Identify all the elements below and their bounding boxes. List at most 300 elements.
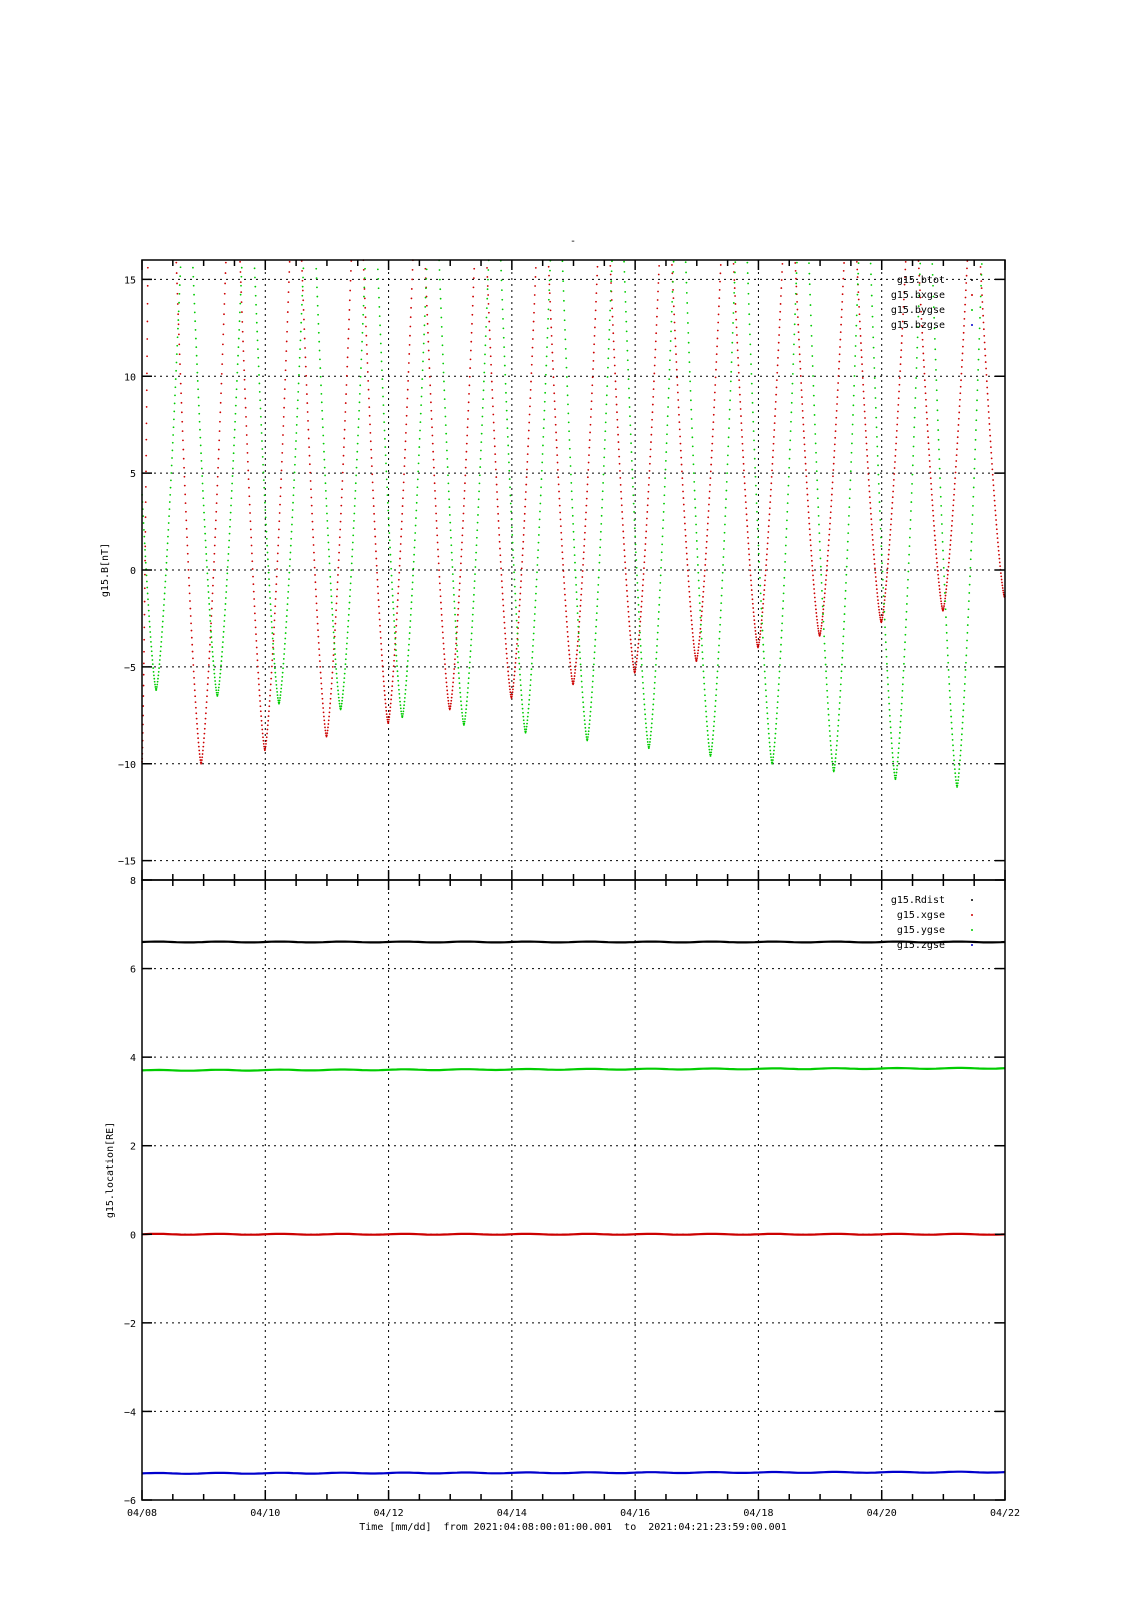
data-point xyxy=(405,684,407,686)
data-point xyxy=(239,303,241,305)
data-point xyxy=(879,519,881,521)
data-point xyxy=(962,709,964,711)
data-point xyxy=(171,465,173,467)
data-point xyxy=(570,465,572,467)
data-point xyxy=(931,494,933,496)
data-point xyxy=(342,697,344,699)
data-point xyxy=(346,637,348,639)
data-point xyxy=(399,697,401,699)
data-point xyxy=(854,365,856,367)
data-point xyxy=(462,718,464,720)
data-point xyxy=(922,339,924,341)
data-point xyxy=(994,500,996,502)
data-point xyxy=(875,576,877,578)
data-point xyxy=(617,434,619,436)
data-point xyxy=(724,532,726,534)
data-point xyxy=(716,689,718,691)
data-point xyxy=(779,671,781,673)
data-point xyxy=(201,761,203,763)
data-point xyxy=(326,732,328,734)
data-point xyxy=(817,497,819,499)
data-point xyxy=(748,548,750,550)
data-point xyxy=(167,529,169,531)
data-point xyxy=(328,549,330,551)
data-point xyxy=(203,742,205,744)
data-point xyxy=(255,633,257,635)
data-point xyxy=(523,534,525,536)
data-point xyxy=(949,553,951,555)
legend-marker xyxy=(971,309,973,311)
data-point xyxy=(258,365,260,367)
data-point xyxy=(326,513,328,515)
legend-marker xyxy=(971,279,973,281)
data-point xyxy=(390,554,392,556)
data-point xyxy=(349,602,351,604)
data-point xyxy=(696,548,698,550)
data-point xyxy=(901,703,903,705)
data-point xyxy=(332,666,334,668)
data-point xyxy=(887,690,889,692)
data-point xyxy=(889,715,891,717)
data-point xyxy=(507,671,509,673)
data-point xyxy=(186,528,188,530)
data-point xyxy=(557,469,559,471)
data-point xyxy=(566,367,568,369)
data-point xyxy=(601,499,603,501)
data-point xyxy=(718,645,720,647)
data-point xyxy=(762,611,764,613)
data-point xyxy=(519,668,521,670)
data-point xyxy=(390,561,392,563)
data-point xyxy=(848,515,850,517)
data-point xyxy=(770,753,772,755)
data-point xyxy=(590,711,592,713)
data-point xyxy=(162,615,164,617)
data-point xyxy=(247,452,249,454)
data-point xyxy=(840,677,842,679)
data-point xyxy=(327,727,329,729)
data-point xyxy=(524,513,526,515)
data-point xyxy=(471,332,473,334)
data-point xyxy=(717,330,719,332)
data-point xyxy=(877,603,879,605)
data-point xyxy=(225,591,227,593)
data-point xyxy=(685,547,687,549)
data-point xyxy=(582,701,584,703)
data-point xyxy=(842,278,844,280)
data-point xyxy=(851,452,853,454)
data-point xyxy=(982,308,984,310)
data-point xyxy=(353,520,355,522)
data-point xyxy=(391,685,393,687)
data-point xyxy=(328,720,330,722)
data-point xyxy=(559,512,561,514)
data-point xyxy=(671,321,673,323)
data-point xyxy=(509,478,511,480)
data-point xyxy=(778,334,780,336)
data-point xyxy=(682,491,684,493)
data-point xyxy=(638,643,640,645)
data-point xyxy=(705,553,707,555)
data-point xyxy=(223,626,225,628)
data-point xyxy=(710,751,712,753)
data-point xyxy=(303,319,305,321)
data-point xyxy=(824,588,826,590)
data-point xyxy=(304,338,306,340)
data-point xyxy=(640,645,642,647)
data-point xyxy=(324,730,326,732)
data-point xyxy=(556,439,558,441)
data-point xyxy=(995,514,997,516)
data-point xyxy=(212,656,214,658)
data-point xyxy=(225,603,227,605)
data-point xyxy=(998,550,1000,552)
data-point xyxy=(504,622,506,624)
data-point xyxy=(629,630,631,632)
data-point xyxy=(199,429,201,431)
data-point xyxy=(773,750,775,752)
data-point xyxy=(436,534,438,536)
data-point xyxy=(212,592,214,594)
data-point xyxy=(281,470,283,472)
data-point xyxy=(615,388,617,390)
data-point xyxy=(318,323,320,325)
data-point xyxy=(629,424,631,426)
data-point xyxy=(688,591,690,593)
data-point xyxy=(690,606,692,608)
data-point xyxy=(758,644,760,646)
data-point xyxy=(459,589,461,591)
data-point xyxy=(686,292,688,294)
data-point xyxy=(585,505,587,507)
data-point xyxy=(705,558,707,560)
data-point xyxy=(884,599,886,601)
data-point xyxy=(800,375,802,377)
data-point xyxy=(459,576,461,578)
data-point xyxy=(671,264,673,266)
data-point xyxy=(874,377,876,379)
data-point xyxy=(209,609,211,611)
data-point xyxy=(817,506,819,508)
data-point xyxy=(643,573,645,575)
data-point xyxy=(382,670,384,672)
data-point xyxy=(453,668,455,670)
data-point xyxy=(890,726,892,728)
data-point xyxy=(257,357,259,359)
data-point xyxy=(631,460,633,462)
data-point xyxy=(502,308,504,310)
data-point xyxy=(906,595,908,597)
data-point xyxy=(969,567,971,569)
data-point xyxy=(435,505,437,507)
data-point xyxy=(508,678,510,680)
data-point xyxy=(280,478,282,480)
data-point xyxy=(522,541,524,543)
data-point xyxy=(275,591,277,593)
data-point xyxy=(407,655,409,657)
data-point xyxy=(628,616,630,618)
bottom-frame xyxy=(142,880,1005,1500)
data-point xyxy=(544,392,546,394)
data-point xyxy=(997,546,999,548)
data-point xyxy=(324,467,326,469)
data-point xyxy=(374,521,376,523)
data-point xyxy=(175,262,177,264)
data-point xyxy=(212,577,214,579)
data-point xyxy=(191,630,193,632)
data-point xyxy=(592,675,594,677)
data-point xyxy=(243,350,245,352)
data-point xyxy=(690,390,692,392)
data-point xyxy=(958,772,960,774)
data-point xyxy=(976,389,978,391)
data-point xyxy=(196,363,198,365)
data-point xyxy=(635,559,637,561)
data-point xyxy=(146,587,148,589)
data-point xyxy=(841,670,843,672)
data-point xyxy=(563,570,565,572)
data-point xyxy=(484,344,486,346)
data-point xyxy=(201,475,203,477)
data-point xyxy=(633,503,635,505)
data-point xyxy=(701,610,703,612)
data-point xyxy=(511,694,513,696)
data-point xyxy=(765,683,767,685)
data-point xyxy=(831,753,833,755)
data-point xyxy=(583,706,585,708)
data-point xyxy=(589,715,591,717)
data-point xyxy=(686,553,688,555)
data-point xyxy=(460,569,462,571)
data-point xyxy=(278,702,280,704)
data-point xyxy=(383,413,385,415)
data-point xyxy=(873,347,875,349)
data-point xyxy=(570,474,572,476)
data-point xyxy=(519,599,521,601)
data-point xyxy=(673,261,675,263)
data-point xyxy=(717,322,719,324)
data-point xyxy=(526,461,528,463)
data-point xyxy=(407,665,409,667)
data-point xyxy=(496,491,498,493)
data-point xyxy=(778,689,780,691)
data-point xyxy=(530,674,532,676)
data-point xyxy=(378,306,380,308)
data-point xyxy=(839,346,841,348)
data-point xyxy=(408,353,410,355)
data-point xyxy=(634,519,636,521)
data-point xyxy=(520,684,522,686)
data-point xyxy=(807,494,809,496)
data-point xyxy=(219,673,221,675)
data-point xyxy=(814,597,816,599)
data-point xyxy=(269,591,271,593)
data-point xyxy=(774,408,776,410)
y-tick-label: −6 xyxy=(123,1496,136,1507)
data-point xyxy=(497,513,499,515)
data-point xyxy=(666,433,668,435)
data-point xyxy=(267,720,269,722)
data-point xyxy=(635,543,637,545)
data-point xyxy=(328,716,330,718)
data-point xyxy=(612,324,614,326)
data-point xyxy=(143,522,145,524)
data-point xyxy=(186,536,188,538)
data-point xyxy=(817,488,819,490)
data-point xyxy=(486,276,488,278)
data-point xyxy=(340,513,342,515)
data-point xyxy=(975,439,977,441)
data-point xyxy=(199,756,201,758)
data-point xyxy=(143,626,145,628)
data-point xyxy=(458,677,460,679)
data-point xyxy=(867,467,869,469)
data-point xyxy=(404,693,406,695)
data-point xyxy=(528,422,530,424)
data-point xyxy=(326,734,328,736)
data-point xyxy=(650,448,652,450)
data-point xyxy=(775,728,777,730)
data-point xyxy=(436,527,438,529)
data-point xyxy=(761,608,763,610)
data-point xyxy=(762,637,764,639)
data-point xyxy=(904,649,906,651)
data-point xyxy=(989,429,991,431)
data-point xyxy=(217,694,219,696)
data-point xyxy=(302,299,304,301)
data-point xyxy=(283,658,285,660)
data-point xyxy=(523,723,525,725)
data-point xyxy=(260,705,262,707)
data-point xyxy=(204,728,206,730)
data-point xyxy=(984,342,986,344)
data-point xyxy=(261,729,263,731)
data-point xyxy=(580,669,582,671)
data-point xyxy=(675,345,677,347)
data-point xyxy=(364,277,366,279)
data-point xyxy=(836,403,838,405)
data-point xyxy=(565,610,567,612)
data-point xyxy=(731,361,733,363)
top-legend xyxy=(891,275,973,331)
data-point xyxy=(762,630,764,632)
data-point xyxy=(620,491,622,493)
data-point xyxy=(652,411,654,413)
data-point xyxy=(202,497,204,499)
data-point xyxy=(330,583,332,585)
data-point xyxy=(870,507,872,509)
data-point xyxy=(691,418,693,420)
data-point xyxy=(648,746,650,748)
data-point xyxy=(290,552,292,554)
data-point xyxy=(929,472,931,474)
data-point xyxy=(682,484,684,486)
data-point xyxy=(875,397,877,399)
data-point xyxy=(577,612,579,614)
data-point xyxy=(437,549,439,551)
data-point xyxy=(841,316,843,318)
data-point xyxy=(707,523,709,525)
data-point xyxy=(715,694,717,696)
data-point xyxy=(656,638,658,640)
data-point xyxy=(989,423,991,425)
data-point xyxy=(636,658,638,660)
data-point xyxy=(465,708,467,710)
data-point xyxy=(260,710,262,712)
data-point xyxy=(766,712,768,714)
data-point xyxy=(594,651,596,653)
data-point xyxy=(626,350,628,352)
data-point xyxy=(545,383,547,385)
data-point xyxy=(666,424,668,426)
data-point xyxy=(567,640,569,642)
data-point xyxy=(708,742,710,744)
data-point xyxy=(886,580,888,582)
y-tick-label: −4 xyxy=(123,1407,136,1419)
data-point xyxy=(509,685,511,687)
data-point xyxy=(273,653,275,655)
data-point xyxy=(361,341,363,343)
data-point xyxy=(486,307,488,309)
data-point xyxy=(604,439,606,441)
data-point xyxy=(867,473,869,475)
data-point xyxy=(595,292,597,294)
data-point xyxy=(192,664,194,666)
data-point xyxy=(307,411,309,413)
data-point xyxy=(450,703,452,705)
data-point xyxy=(717,338,719,340)
data-point xyxy=(259,695,261,697)
data-point xyxy=(755,485,757,487)
data-point xyxy=(624,291,626,293)
data-point xyxy=(455,648,457,650)
data-point xyxy=(892,491,894,493)
data-point xyxy=(647,491,649,493)
y-tick-label: 8 xyxy=(129,876,136,887)
data-point xyxy=(737,357,739,359)
data-point xyxy=(271,632,273,634)
data-point xyxy=(413,561,415,563)
data-point xyxy=(805,475,807,477)
data-point xyxy=(442,344,444,346)
data-point xyxy=(706,535,708,537)
data-point xyxy=(655,664,657,666)
data-point xyxy=(192,657,194,659)
data-point xyxy=(753,615,755,617)
data-point xyxy=(688,352,690,354)
data-point xyxy=(825,574,827,576)
data-point xyxy=(888,549,890,551)
data-point xyxy=(215,687,217,689)
data-point xyxy=(980,280,982,282)
data-point xyxy=(984,355,986,357)
data-point xyxy=(949,549,951,551)
data-point xyxy=(825,584,827,586)
data-point xyxy=(519,679,521,681)
data-point xyxy=(828,544,830,546)
data-point xyxy=(818,515,820,517)
data-point xyxy=(616,419,618,421)
data-point xyxy=(218,687,220,689)
data-point xyxy=(317,623,319,625)
data-point xyxy=(383,685,385,687)
data-point xyxy=(619,470,621,472)
data-point xyxy=(873,558,875,560)
data-point xyxy=(565,357,567,359)
data-point xyxy=(649,456,651,458)
data-point xyxy=(411,279,413,281)
data-point xyxy=(636,582,638,584)
